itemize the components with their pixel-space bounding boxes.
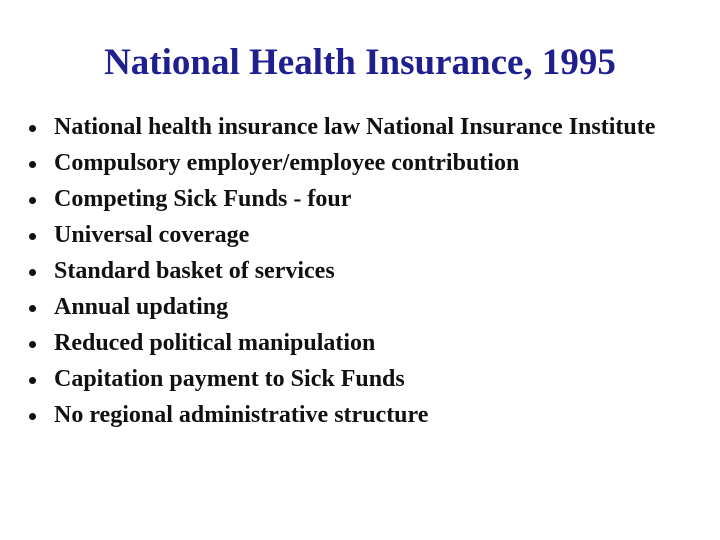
bullet-dot-icon — [29, 269, 36, 276]
bullet-dot-icon — [29, 161, 36, 168]
bullet-dot-icon — [29, 197, 36, 204]
bullet-dot-icon — [29, 377, 36, 384]
bullet-dot-icon — [29, 413, 36, 420]
bullet-item — [26, 221, 666, 250]
bullet-text: Capitation payment to Sick Funds — [54, 366, 405, 392]
bullet-item — [26, 293, 666, 322]
bullet-item — [26, 113, 666, 142]
bullet-text: Standard basket of services — [54, 258, 335, 284]
slide-title: National Health Insurance, 1995 — [104, 42, 616, 83]
bullet-text: Compulsory employer/employee contribution — [54, 150, 520, 176]
bullet-item — [26, 149, 666, 178]
bullet-item — [26, 257, 666, 286]
bullet-text: Reduced political manipulation — [54, 330, 376, 356]
bullet-dot-icon — [29, 305, 36, 312]
bullet-item — [26, 185, 666, 214]
bullet-text: Universal coverage — [54, 222, 250, 248]
bullet-item — [26, 401, 666, 430]
bullet-dot-icon — [29, 125, 36, 132]
bullet-dot-icon — [29, 233, 36, 240]
bullet-list — [26, 113, 666, 437]
bullet-text: No regional administrative structure — [54, 402, 429, 428]
bullet-text: National health insurance law National Insurance Institute — [54, 114, 656, 140]
bullet-item — [26, 365, 666, 394]
bullet-text: Annual updating — [54, 294, 229, 320]
bullet-dot-icon — [29, 341, 36, 348]
bullet-text: Competing Sick Funds - four — [54, 186, 352, 212]
bullet-item — [26, 329, 666, 358]
